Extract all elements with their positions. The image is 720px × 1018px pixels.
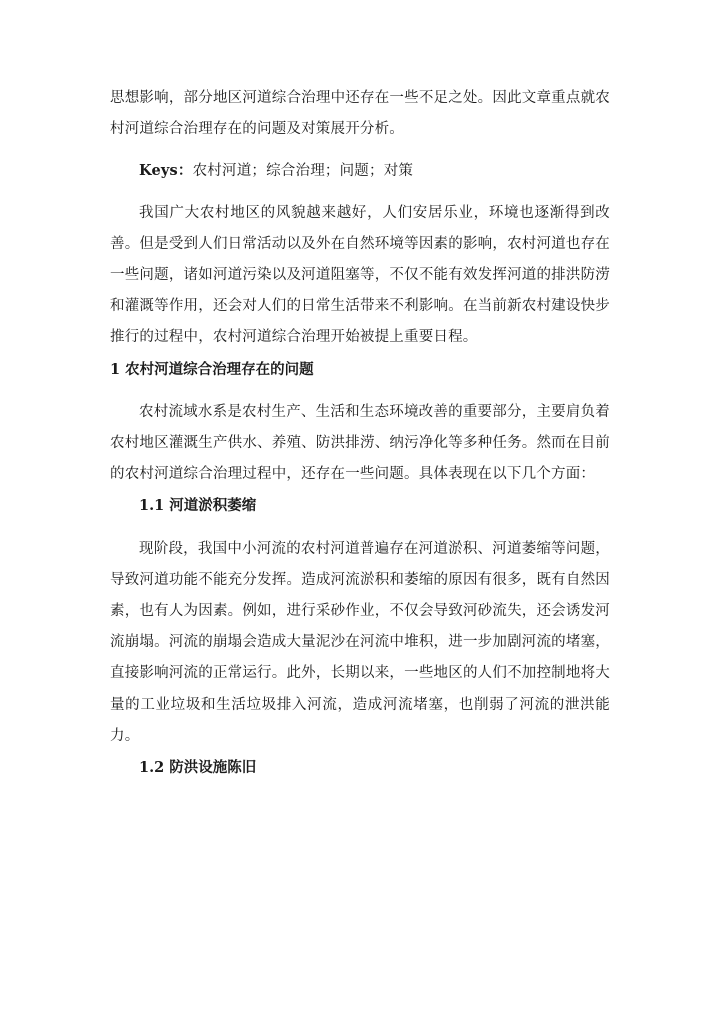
subsection-1-1-paragraph: 现阶段，我国中小河流的农村河道普遍存在河道淤积、河道萎缩等问题，导致河道功能不能充分发挥。造成河流淤积和萎缩的原因有很多，既有自然因素，也有人为因素。例如，进行采砂作业，不仅会导致河砂流失，还会诱发河流崩塌。河流的崩塌会造成大量泥沙在河流中堆积，进一步加剧河流的堵塞，直接影响河流的正常运行。此外，长期以来，一些地区的人们不加控制地将大量的工业垃圾和生活垃圾排入河流，造成河流堵塞，也削弱了河流的泄洪能力。 — [110, 540, 610, 744]
subsection-1-2-heading: 1.2 防洪设施陈旧 — [139, 759, 257, 777]
abstract-tail: 思想影响，部分地区河道综合治理中还存在一些不足之处。因此文章重点就农村河道综合治理存在的问题及对策展开分析。 — [110, 90, 610, 138]
section-1-heading: 1 农村河道综合治理存在的问题 — [110, 360, 314, 378]
keywords-text: 农村河道；综合治理；问题；对策 — [192, 163, 414, 180]
subsection-1-1-heading: 1.1 河道淤积萎缩 — [139, 497, 257, 515]
keywords-label: Keys： — [139, 162, 193, 180]
section-1-paragraph: 农村流域水系是农村生产、生活和生态环境改善的重要部分，主要肩负着农村地区灌溉生产供水、养殖、防洪排涝、纳污净化等多种任务。然而在目前的农村河道综合治理过程中，还存在一些问题。具体表现在以下几个方面： — [110, 403, 610, 483]
document-body — [110, 83, 610, 783]
keywords-line — [110, 155, 610, 187]
intro-paragraph: 我国广大农村地区的风貌越来越好，人们安居乐业，环境也逐渐得到改善。但是受到人们日常活动以及外在自然环境等因素的影响，农村河道也存在一些问题，诸如河道污染以及河道阻塞等，不仅不能有效发挥河道的排洪防涝和灌溉等作用，还会对人们的日常生活带来不利影响。在当前新农村建设快步推行的过程中，农村河道综合治理开始被提上重要日程。 — [110, 204, 610, 346]
